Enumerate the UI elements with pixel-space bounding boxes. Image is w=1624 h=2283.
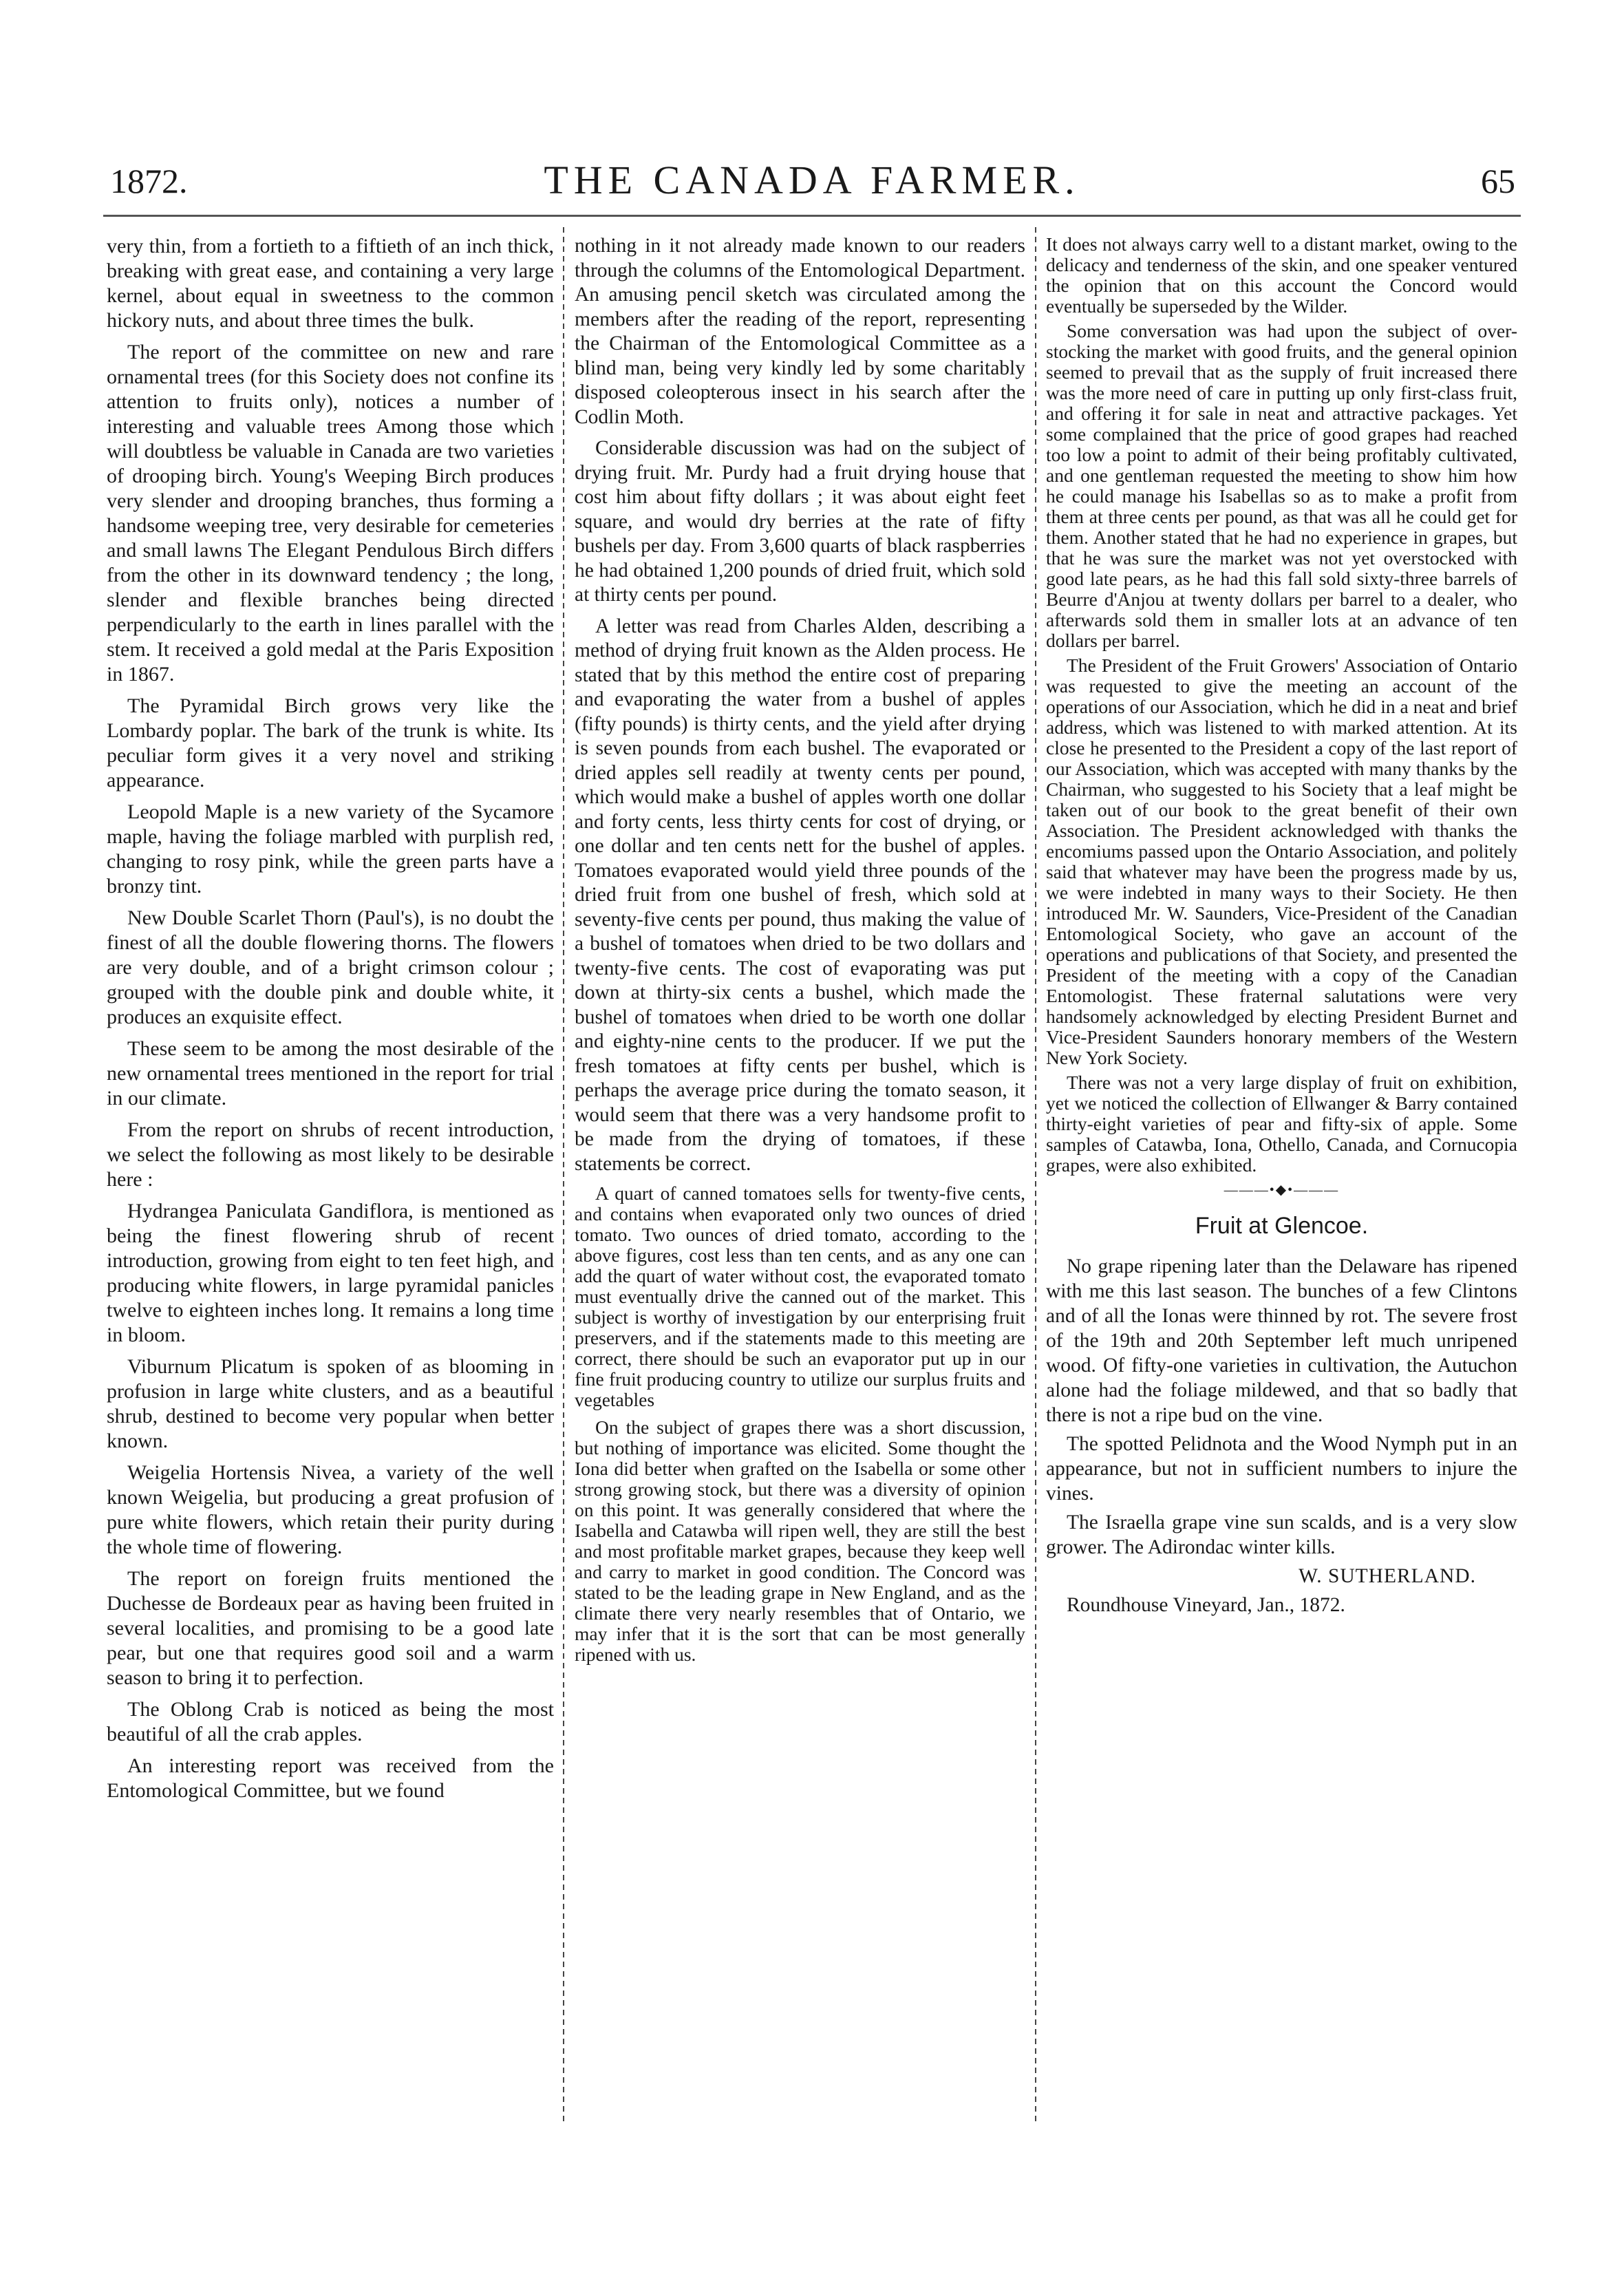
article-title: Fruit at Glencoe.: [1195, 1213, 1369, 1239]
column-3: [1046, 234, 1517, 2132]
paragraph: Weigelia Hortensis Nivea, a variety of the well known Weigelia, but producing a great profusion of pure white flowers, which retain their purity during the whole time of flowering.: [107, 1461, 554, 1558]
paragraph: A letter was read from Charles Alden, describing a method of drying fruit known as the Alden process. He stated that by this method the entire cost of preparing and evaporating the water from a bushel of apples (fifty pounds) is thirty cents, and the yield after drying is seven pounds from each bushel. The evaporated or dried apples sell readily at twenty cents per pound, which would make a bushel of apples worth one dollar and forty cents, less thirty cents for cost of drying, or one dollar and ten cents nett for the bushel of apples. Tomatoes evaporated would yield three pounds of the dried fruit from one bushel of fresh, which sold at seventy-five cents per pound, thus making the value of a bushel of tomatoes when dried to be two dollars and twenty-five cents. The cost of evaporating was put down at thirty-six cents a bushel, which made the bushel of tomatoes when dried to be worth one dollar and eighty-nine cents to the producer. If we put the fresh tomatoes at fifty cents per bushel, which is perhaps the average price during the tomato season, it would seem that there was a very handsome profit to be made from the drying of tomatoes, if these statements be correct.: [575, 615, 1025, 1175]
paragraph: Considerable discussion was had on the subject of drying fruit. Mr. Purdy had a fruit drying house that cost him about fifty dollars ; it was about eight feet square, and would dry berries at the rate of fifty bushels per day. From 3,600 quarts of black raspberries he had obtained 1,200 pounds of dried fruit, which sold at thirty cents per pound.: [575, 437, 1025, 606]
masthead-title: THE CANADA FARMER.: [544, 158, 1080, 202]
paragraph: The report of the committee on new and rare ornamental trees (for this Society does not confine its attention to fruits only), notices a number of interesting and valuable trees Among those which will doubtless be valuable in Canada are two varieties of drooping birch. Young's Weeping Birch produces very slender and drooping branches, thus forming a handsome weeping tree, very desirable for cemeteries and small lawns The Elegant Pendulous Birch differs from the other in its downward tendency ; the long, slender and flexible branches being directed perpendicularly to the earth in lines parallel with the stem. It received a gold medal at the Paris Exposition in 1867.: [107, 341, 554, 686]
paragraph: nothing in it not already made known to our readers through the columns of the Entomological Department. An amusing pencil sketch was circulated among the members after the reading of the report, representing the Chairman of the Entomological Committee as a blind man, being very kindly led by some charitably disposed coleopterous insect in his search after the Codlin Moth.: [575, 235, 1025, 428]
page-header: [103, 157, 1521, 212]
paragraph: New Double Scarlet Thorn (Paul's), is no doubt the finest of all the double flowering thorns. The flowers are very double, and of a bright crimson colour ; grouped with the double pink and double white, it produces an exquisite effect.: [107, 906, 554, 1028]
paragraph: The Pyramidal Birch grows very like the Lombardy poplar. The bark of the trunk is white. Its peculiar form gives it a very novel and striking appearance.: [107, 694, 554, 792]
paragraph: The report on foreign fruits mentioned the Duchesse de Bordeaux pear as having been fruited in several localities, and promising to be a good late pear, but one that requires good soil and a warm season to bring it to perfection.: [107, 1567, 554, 1689]
paragraph: The spotted Pelidnota and the Wood Nymph put in an appearance, but not in sufficient numbers to injure the vines.: [1046, 1433, 1517, 1505]
paragraph: Leopold Maple is a new variety of the Sycamore maple, having the foliage marbled with purplish red, changing to rosy pink, while the green parts have a bronzy tint.: [107, 800, 554, 898]
paragraph: There was not a very large display of fruit on exhibition, yet we noticed the collection of Ellwanger & Barry contained thirty-eight varieties of pear and fifty-six of apple. Some samples of Catawba, Iona, Othello, Canada, and Cornucopia grapes, were also exhibited.: [1046, 1072, 1517, 1176]
header-year: 1872.: [110, 162, 188, 200]
column-2: [575, 234, 1025, 2132]
paragraph: It does not always carry well to a distant market, owing to the delicacy and tenderness of the skin, and one speaker ventured the opinion that on this account the Concord would eventually be superseded by the Wilder.: [1046, 234, 1517, 317]
paragraph: On the subject of grapes there was a short discussion, but nothing of importance was elicited. Some thought the Iona did better when grafted on the Isabella or some other strong growing stock, but there was a diversity of opinion on this point. It was generally considered that where the Isabella and Catawba will ripen well, they are still the best and most profitable market grapes, because they keep well and carry to market in good condition. The Concord was stated to be the leading grape in New England, and as the climate there very nearly resembles that of Ontario, we may infer that it is the sort that can be most generally ripened with us.: [575, 1416, 1025, 1665]
paragraph: An interesting report was received from the Entomological Committee, but we found: [107, 1754, 554, 1802]
column-divider: [563, 227, 564, 2125]
ornamental-separator: ———•◆•———: [1224, 1182, 1340, 1198]
paragraph: No grape ripening later than the Delaware has ripened with me this last season. The bunches of a few Clintons and of all the Ionas were thinned by rot. The severe frost of the 19th and 20th September left much unripened wood. Of fifty-one varieties in cultivation, the Autuchon alone had the foliage mildewed, and that so badly that there is not a ripe bud on the vine.: [1046, 1255, 1517, 1426]
column-1: [107, 234, 554, 2132]
paragraph: The Israella grape vine sun scalds, and is a very slow grower. The Adirondac winter kills.: [1046, 1511, 1517, 1558]
paragraph: very thin, from a fortieth to a fiftieth of an inch thick, breaking with great ease, and containing a very large kernel, about equal in sweetness to the common hickory nuts, and about three times the bulk.: [107, 235, 554, 332]
author-signature: W. SUTHERLAND.: [1299, 1565, 1476, 1587]
paragraph: These seem to be among the most desirable of the new ornamental trees mentioned in the report for trial in our climate.: [107, 1037, 554, 1109]
column-divider: [1035, 227, 1036, 2125]
page-number: 65: [1481, 162, 1515, 200]
paragraph: Hydrangea Paniculata Gandiflora, is mentioned as being the finest flowering shrub of recent introduction, growing from eight to ten feet high, and producing white flowers, in large pyramidal panicles twelve to eighteen inches long. It remains a long time in bloom.: [107, 1200, 554, 1346]
header-rule: [103, 215, 1521, 217]
paragraph: Viburnum Plicatum is spoken of as blooming in profusion in large white clusters, and as a beautiful shrub, destined to become very popular when better known.: [107, 1355, 554, 1452]
article-body: [1046, 1254, 1517, 1617]
paragraph: From the report on shrubs of recent introduction, we select the following as most likely to be desirable here :: [107, 1118, 554, 1191]
paragraph: The Oblong Crab is noticed as being the most beautiful of all the crab apples.: [107, 1698, 554, 1745]
paragraph: The President of the Fruit Growers' Association of Ontario was requested to give the meeting an account of the operations of our Association, which he did in a neat and brief address, which was listened to with marked attention. At its close he presented to the President a copy of the last report of our Association, which was accepted with many thanks by the Chairman, who suggested to his Society that a leaf might be taken out of our book to the great benefit of their own Association. The President acknowledged with thanks the encomiums passed upon the Ontario Association, and politely said that whatever may have been the progress made by us, we were indebted in many ways to their Society. He then introduced Mr. W. Saunders, Vice-President of the Canadian Entomological Society, who gave an account of the operations and publications of that Society, and presented the President of the meeting with a copy of the Canadian Entomologist. These fraternal salutations were very handsomely acknowledged by electing President Burnet and Vice-President Saunders honorary members of the Western New York Society.: [1046, 655, 1517, 1068]
paragraph: Some conversation was had upon the subject of over-stocking the market with good fruits, and the general opinion seemed to prevail that as the supply of fruit increased there was the more need of care in putting up only first-class fruit, and offering it for sale in neat and attractive packages. Yet some complained that the price of good grapes had reached too low a point to admit of their being profitably cultivated, and one gentleman requested the meeting to show him how he could manage his Isabellas so as to make a profit from them at three cents per pound, as that was all he could get for them. Another stated that he had no experience in grapes, but that he was sure the market was not yet overstocked with good late pears, as he had this fall sold sixty-three barrels of Beurre d'Anjou at twenty dollars per barrel to a dealer, who afterwards sold them in smaller lots at an advance of ten dollars per barrel.: [1046, 320, 1517, 651]
paragraph: A quart of canned tomatoes sells for twenty-five cents, and contains when evaporated only two ounces of dried tomato. Two ounces of dried tomato, according to the above figures, cost less than ten cents, and as any one can add the quart of water without cost, the evaporated tomato must eventually drive the canned out of the market. This subject is worthy of investigation by our enterprising fruit preservers, and if the statements made to this meeting are correct, there should be such an evaporator put up in our fine fruit producing country to utilize our surplus fruits and vegetables: [575, 1182, 1025, 1410]
dateline: Roundhouse Vineyard, Jan., 1872.: [1067, 1594, 1345, 1616]
